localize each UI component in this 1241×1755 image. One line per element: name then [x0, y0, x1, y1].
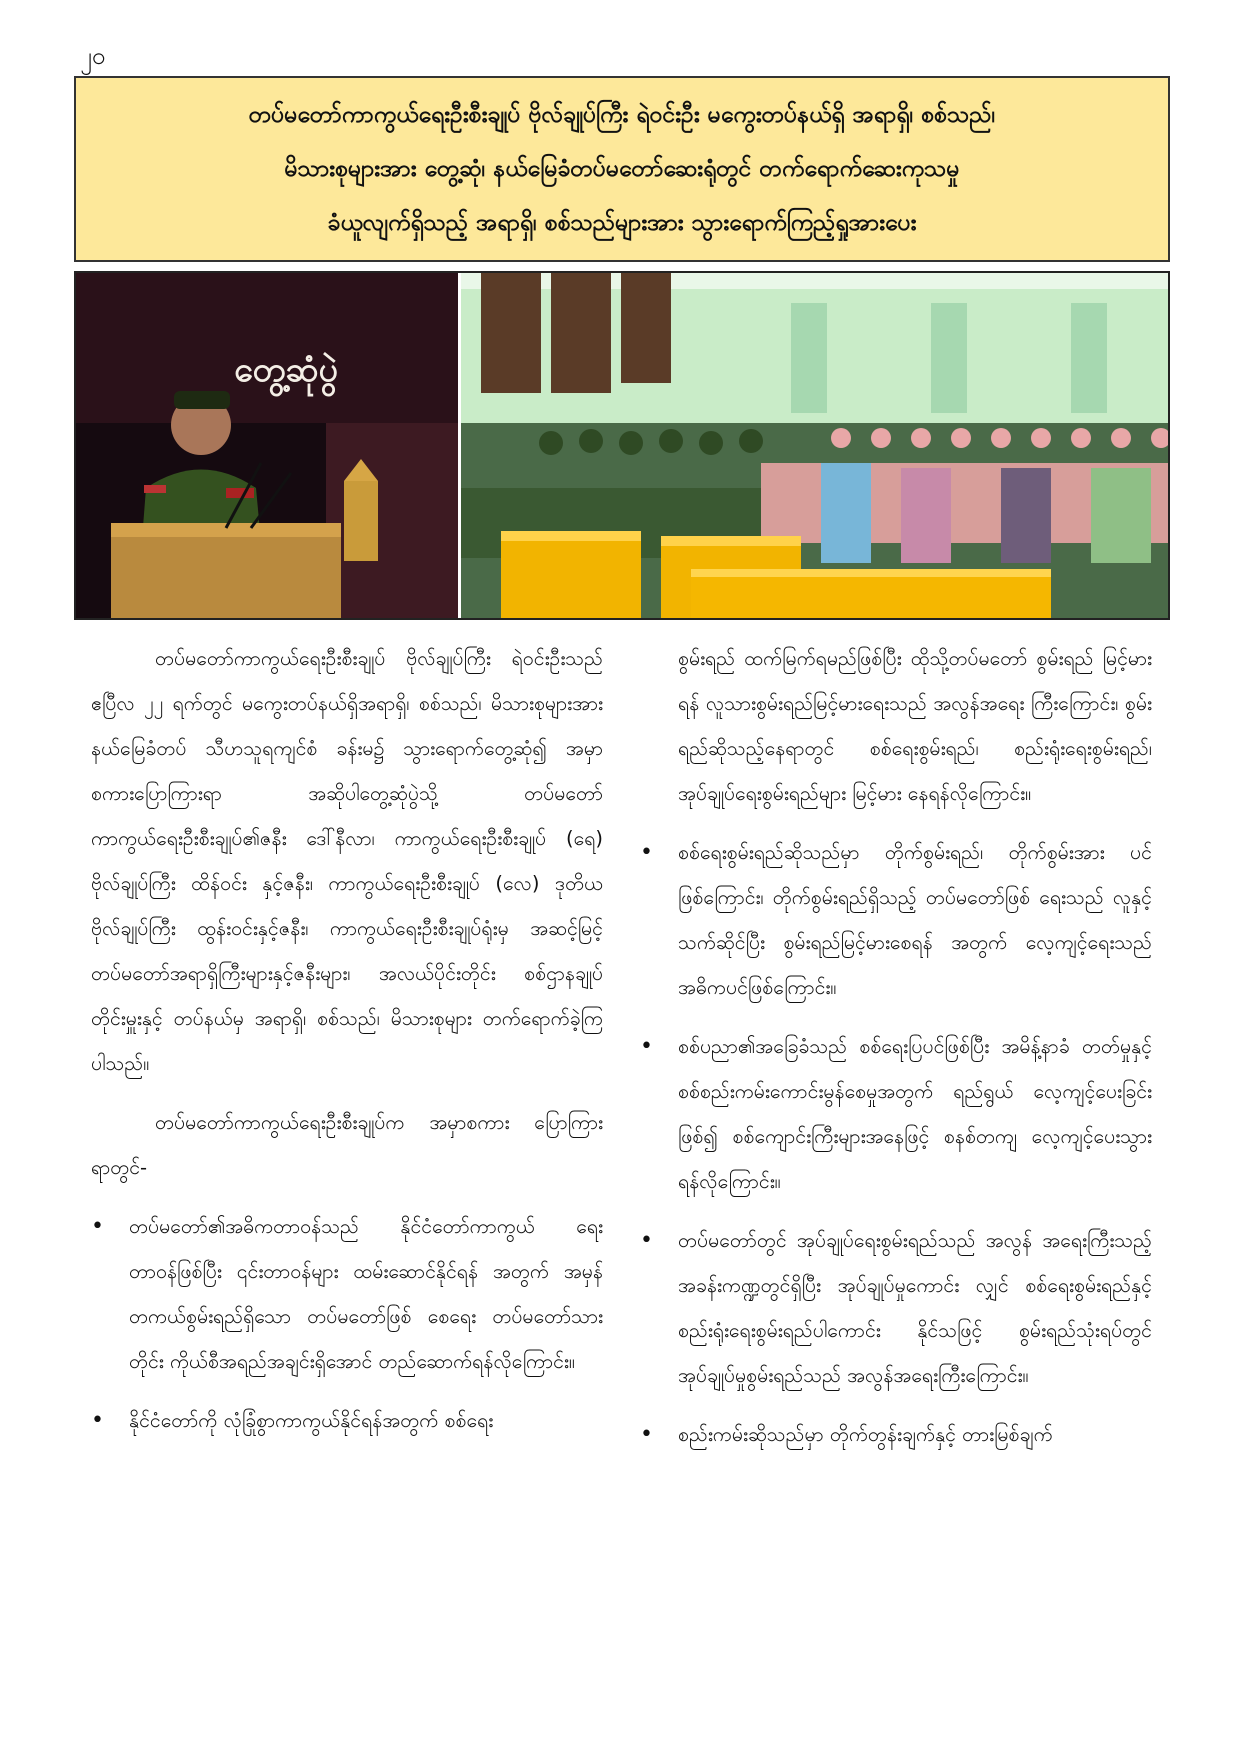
headline-box: [74, 76, 1170, 262]
bullet-item: • တပ်မတော်၏အဓိကတာဝန်သည် နိုင်ငံတော်ကာကွယ် ရေးတာဝန်ဖြစ်ပြီး ၎င်းတာဝန်များ ထမ်းဆောင်နိုင်ရန် အတွက် အမှန်တကယ်စွမ်းရည်ရှိသော တပ်မတော်ဖြစ် စေရေး တပ်မတော်သားတိုင်း ကိုယ်စီအရည်အချင်းရှိအောင် တည်ဆောက်ရန်လိုကြောင်း။: [91, 1204, 603, 1384]
bullet-continuation: စွမ်းရည် ထက်မြက်ရမည်ဖြစ်ပြီး ထိုသို့တပ်မတော် စွမ်းရည် မြင့်မားရန် လူသားစွမ်းရည်မြင့်မားရေးသည် အလွန်အရေး ကြီးကြောင်း၊ စွမ်းရည်ဆိုသည့်နေရာတွင် စစ်ရေးစွမ်းရည်၊ စည်းရုံးရေးစွမ်းရည်၊ အုပ်ချုပ်ရေးစွမ်းရည်များ မြင့်မား နေရန်လိုကြောင်း။: [678, 647, 1152, 805]
bullet-item: • စစ်ရေးစွမ်းရည်ဆိုသည်မှာ တိုက်စွမ်းရည်၊ တိုက်စွမ်းအား ပင်ဖြစ်ကြောင်း၊ တိုက်စွမ်းရည်ရှိသည့် တပ်မတော်ဖြစ် ရေးသည် လူနှင့်သက်ဆိုင်ပြီး စွမ်းရည်မြင့်မားစေရန် အတွက် လေ့ကျင့်ရေးသည် အဓိကပင်ဖြစ်ကြောင်း။: [640, 830, 1152, 1010]
audience-photo-illustration: [461, 273, 1168, 618]
paragraph-intro: တပ်မတော်ကာကွယ်ရေးဦးစီးချုပ် ဗိုလ်ချုပ်ကြီး ရဲဝင်းဦးသည် ဧပြီလ ၂၂ ရက်တွင် မကွေးတပ်နယ်ရှိအရာရှိ၊ စစ်သည်၊ မိသားစုများအား နယ်မြေခံတပ် သီဟသူရကျင်စံ ခန်းမ၌ သွားရောက်တွေ့ဆုံ၍ အမှာစကားပြောကြားရာ အဆိုပါတွေ့ဆုံပွဲသို့ တပ်မတော်ကာကွယ်ရေးဦးစီးချုပ်၏ဇနီး ဒေါ်နီလာ၊ ကာကွယ်ရေးဦးစီးချုပ် (ရေ) ဗိုလ်ချုပ်ကြီး ထိန်ဝင်း နှင့်ဇနီး၊ ကာကွယ်ရေးဦးစီးချုပ် (လေ) ဒုတိယဗိုလ်ချုပ်ကြီး ထွန်းဝင်းနှင့်ဇနီး၊ ကာကွယ်ရေးဦးစီးချုပ်ရုံးမှ အဆင့်မြင့် တပ်မတော်အရာရှိကြီးများနှင့်ဇနီးများ၊ အလယ်ပိုင်းတိုင်း စစ်ဌာနချုပ်တိုင်းမှူးနှင့် တပ်နယ်မှ အရာရှိ၊ စစ်သည်၊ မိသားစုများ တက်ရောက်ခဲ့ကြပါသည်။: [91, 647, 603, 1075]
speaker-photo: [76, 273, 461, 618]
headline-line-2: မိသားစုများအား တွေ့ဆုံ၊ နယ်မြေခံတပ်မတော်ဆေးရုံတွင် တက်ရောက်ဆေးကုသမှု: [284, 156, 960, 182]
photo-strip: [74, 271, 1170, 620]
headline-line-3: ခံယူလျက်ရှိသည့် အရာရှိ၊ စစ်သည်များအား သွားရောက်ကြည့်ရှုအားပေး: [327, 210, 917, 236]
bullet-item: • စည်းကမ်းဆိုသည်မှာ တိုက်တွန်းချက်နှင့် တားမြစ်ချက်: [640, 1412, 1152, 1457]
page-number: ၂၀: [80, 42, 106, 70]
bullet-item: • နိုင်ငံတော်ကို လုံခြုံစွာကာကွယ်နိုင်ရန်အတွက် စစ်ရေး: [91, 1398, 603, 1443]
bullet-item: • စစ်ပညာ၏အခြေခံသည် စစ်ရေးပြပင်ဖြစ်ပြီး အမိန့်နာခံ တတ်မှုနှင့် စစ်စည်းကမ်းကောင်းမွန်စေမှုအတွက် ရည်ရွယ် လေ့ကျင့်ပေးခြင်းဖြစ်၍ စစ်ကျောင်းကြီးများအနေဖြင့် စနစ်တကျ လေ့ကျင့်ပေးသွားရန်လိုကြောင်း။: [640, 1024, 1152, 1204]
headline-line-1: တပ်မတော်ကာကွယ်ရေးဦးစီးချုပ် ဗိုလ်ချုပ်ကြီး ရဲဝင်းဦး မကွေးတပ်နယ်ရှိ အရာရှိ၊ စစ်သည်၊: [248, 102, 996, 128]
audience-photo: [461, 273, 1168, 618]
speaker-photo-illustration: [76, 273, 458, 618]
right-column: [640, 636, 1152, 1471]
bullet-item: • တပ်မတော်တွင် အုပ်ချုပ်ရေးစွမ်းရည်သည် အလွန် အရေးကြီးသည့်အခန်းကဏ္ဍတွင်ရှိပြီး အုပ်ချုပ်မှုကောင်း လျှင် စစ်ရေးစွမ်းရည်နှင့် စည်းရုံးရေးစွမ်းရည်ပါကောင်း နိုင်သဖြင့် စွမ်းရည်သုံးရပ်တွင် အုပ်ချုပ်မှုစွမ်းရည်သည် အလွန်အရေးကြီးကြောင်း။: [640, 1218, 1152, 1398]
left-column: [91, 636, 603, 1457]
banner-text: တွေ့ဆုံပွဲ: [234, 350, 338, 390]
paragraph-speech-lead: တပ်မတော်ကာကွယ်ရေးဦးစီးချုပ်က အမှာစကား ပြောကြားရာတွင်-: [91, 1111, 603, 1179]
